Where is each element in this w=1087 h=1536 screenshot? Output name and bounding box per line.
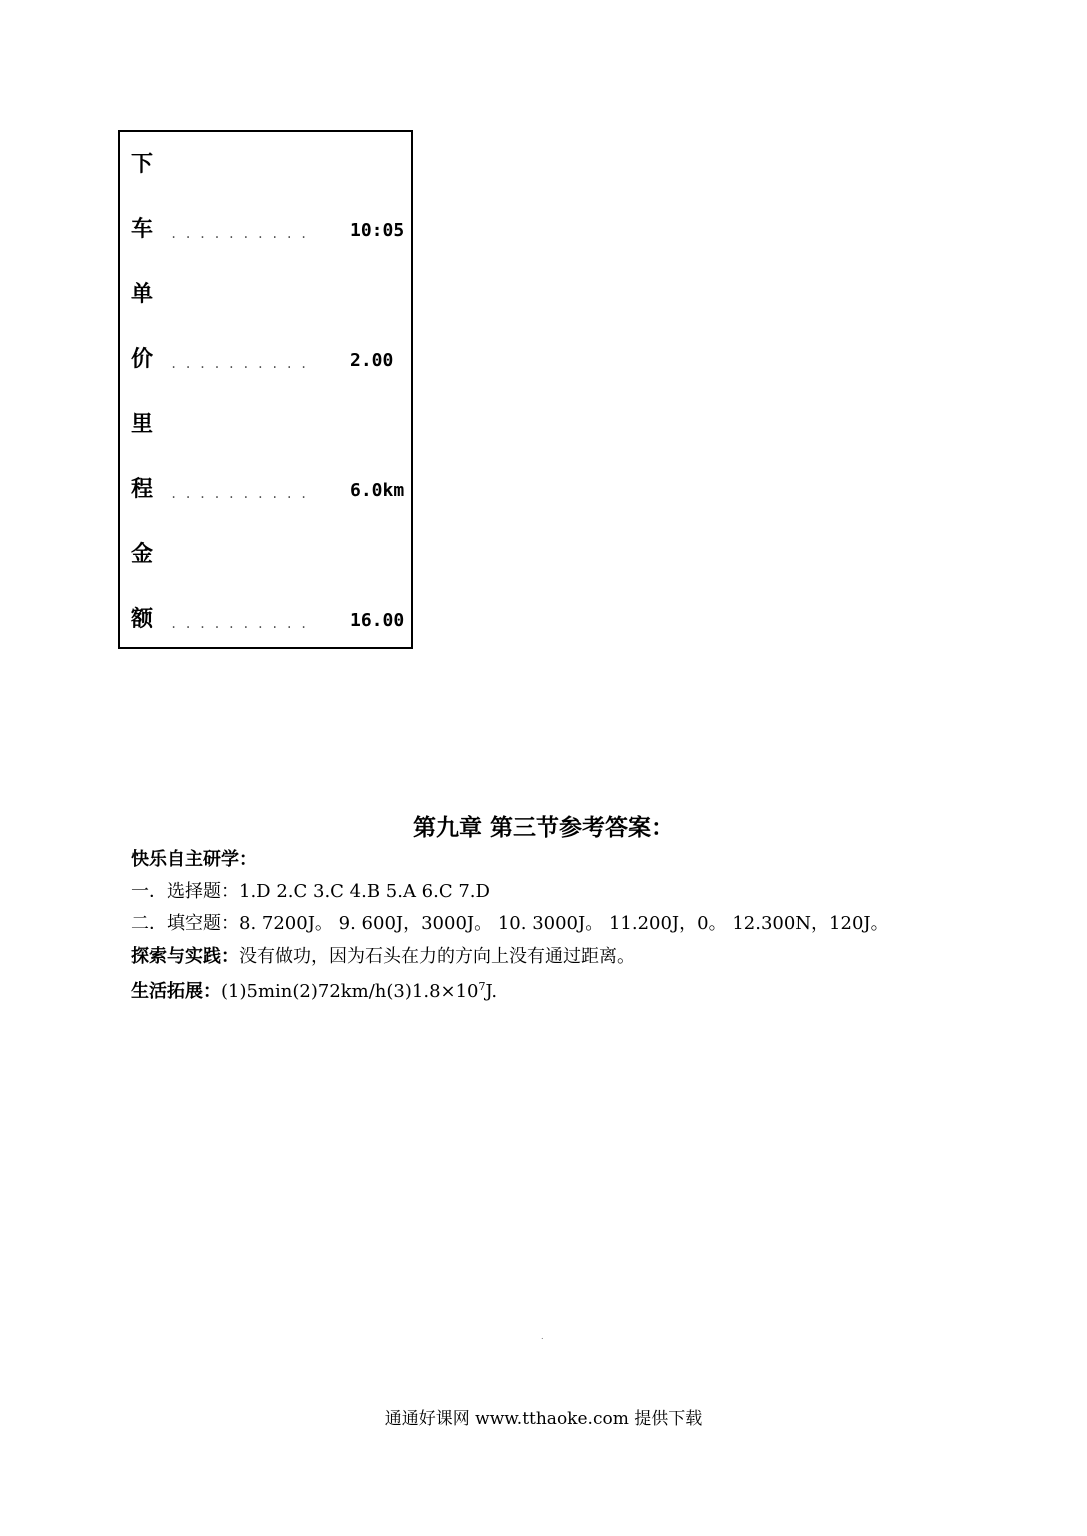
receipt-label-char: 金 <box>131 542 154 567</box>
receipt-label-char: 车 <box>131 217 154 242</box>
receipt-leader-dots: . . . . . . . . . . <box>170 487 308 501</box>
receipt-label-char: 价 <box>131 347 154 372</box>
receipt-label-char: 里 <box>131 412 154 437</box>
explore-text: 没有做功，因为石头在力的方向上没有通过距离。 <box>239 946 635 967</box>
fill-in-answers: 二．填空题：8. 7200J。 9. 600J，3000J。 10. 3000J。 11.200J，0。 12.300N，120J。 <box>131 913 889 934</box>
receipt-time-value: 10:05 <box>350 220 405 241</box>
receipt-label-char: 下 <box>131 152 154 177</box>
receipt-amount-value: 16.00 <box>350 610 405 631</box>
explore-label: 探索与实践： <box>131 946 239 967</box>
receipt-leader-dots: . . . . . . . . . . <box>170 357 308 371</box>
receipt-leader-dots: . . . . . . . . . . <box>170 227 308 241</box>
self-study-label: 快乐自主研学： <box>131 849 257 870</box>
receipt-distance-value: 6.0km <box>350 480 405 501</box>
receipt-leader-dots: . . . . . . . . . . <box>170 617 308 631</box>
receipt-label-char: 单 <box>131 282 154 307</box>
life-exponent: 7 <box>478 980 486 993</box>
stray-dot: . <box>541 1332 544 1341</box>
explore-answer <box>131 945 635 969</box>
page-footer: 通通好课网 www.tthaoke.com 提供下载 <box>384 1409 703 1429</box>
life-label: 生活拓展： <box>131 981 221 1002</box>
answers-title: 第九章 第三节参考答案： <box>412 815 674 841</box>
choice-answers: 一．选择题：1.D 2.C 3.C 4.B 5.A 6.C 7.D <box>131 881 490 902</box>
life-text: (1)5min(2)72km/h(3)1.8×10 <box>221 981 479 1002</box>
receipt-label-char: 额 <box>131 607 154 632</box>
life-text-end: J. <box>485 981 498 1002</box>
receipt-unit-price-value: 2.00 <box>350 350 394 371</box>
life-answer <box>131 980 497 1004</box>
self-study-heading <box>131 848 257 872</box>
receipt-label-char: 程 <box>131 477 154 502</box>
taxi-receipt <box>118 130 413 649</box>
